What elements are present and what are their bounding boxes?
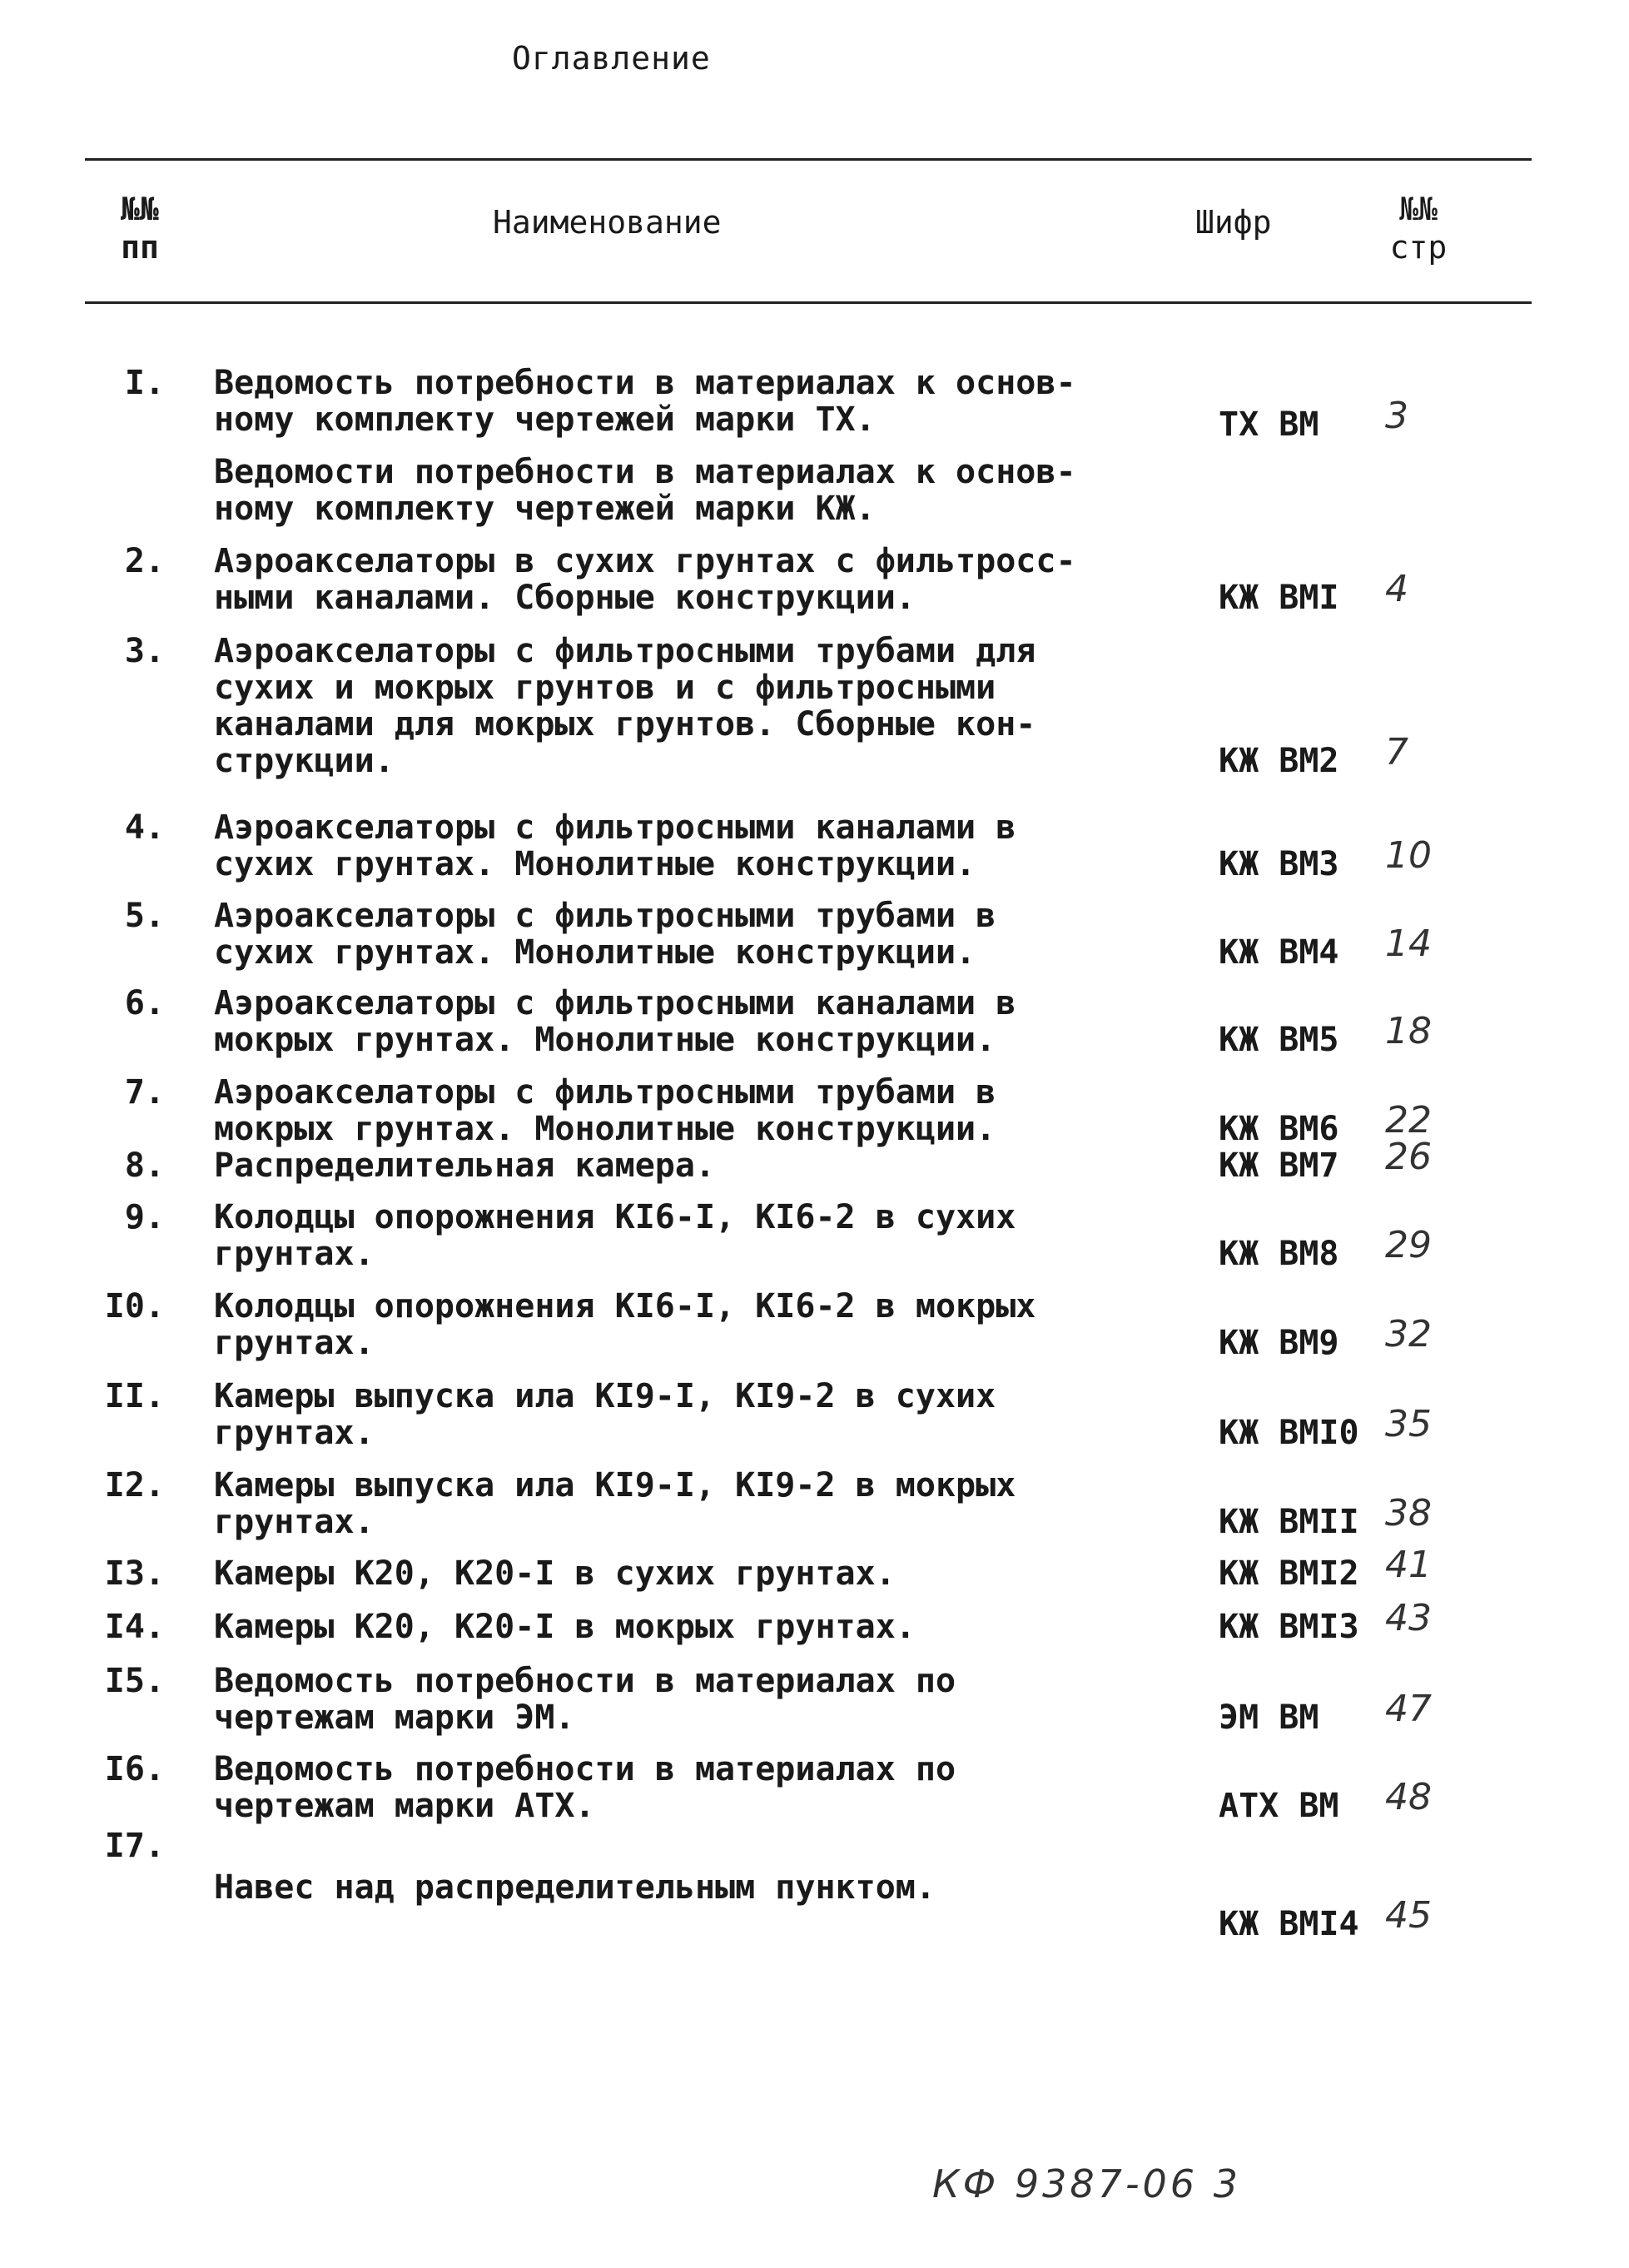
toc-entry-title-line: грунтах. <box>214 1503 375 1541</box>
toc-entry-title-line: мокрых грунтах. Монолитные конструкции. <box>214 1021 996 1059</box>
toc-entry-title-line: Распределительная камера. <box>214 1146 716 1185</box>
toc-entry-title-line: мокрых грунтах. Монолитные конструкции. <box>214 1110 996 1148</box>
toc-entry-title-line: Аэроакселаторы в сухих грунтах с фильтросс- <box>214 542 1076 580</box>
toc-entry-title <box>214 454 1163 527</box>
toc-entry-number: 5. <box>124 897 165 935</box>
toc-entry-title <box>214 1074 1163 1147</box>
toc-entry-code: КЖ ВМII <box>1219 1503 1359 1541</box>
header-num <box>107 190 173 266</box>
toc-entry-title-line: сухих грунтах. Монолитные конструкции. <box>214 933 976 972</box>
toc-entry-code: КЖ ВМI4 <box>1219 1905 1359 1943</box>
toc-entry-number: 2. <box>124 542 165 580</box>
header-bottom-rule <box>85 301 1532 304</box>
toc-entry-code: КЖ ВМ7 <box>1219 1146 1339 1185</box>
toc-entry-code: КЖ ВМ8 <box>1219 1235 1339 1273</box>
toc-entry-title <box>214 985 1163 1058</box>
toc-entry-code: ТХ ВМ <box>1219 405 1319 444</box>
toc-entry-title-line: Навес над распределительным пунктом. <box>214 1868 936 1907</box>
toc-entry-title-line: Аэроакселаторы с фильтросными каналами в <box>214 984 1016 1022</box>
toc-entry-title-line: Аэроакселаторы с фильтросными трубами в <box>214 897 996 935</box>
toc-entry-title-line: Камеры выпуска ила КI9-I, КI9-2 в мокрых <box>214 1466 1016 1505</box>
toc-entry-number: I7. <box>104 1827 165 1865</box>
toc-entry-page: 14 <box>1385 923 1432 965</box>
toc-entry-title-line: сухих грунтах. Монолитные конструкции. <box>214 845 976 883</box>
toc-entry-code: КЖ ВМ9 <box>1219 1324 1339 1362</box>
toc-entry-number: I4. <box>104 1608 165 1646</box>
toc-entry-title <box>214 898 1163 971</box>
toc-entry-title-line: Камеры К20, К20-I в сухих грунтах. <box>214 1554 896 1593</box>
toc-entry-page: 47 <box>1385 1688 1432 1730</box>
toc-entry-page: 48 <box>1385 1776 1432 1818</box>
toc-entry-title <box>214 1199 1163 1272</box>
toc-entry-title-line: Аэроакселаторы с фильтросными трубами в <box>214 1073 996 1112</box>
toc-entry-number: I. <box>124 364 165 402</box>
header-code: Шифр <box>1195 204 1272 241</box>
toc-entry-title <box>214 1467 1163 1540</box>
toc-entry-title <box>214 633 1163 779</box>
toc-entry-page: 35 <box>1385 1403 1432 1445</box>
toc-entry-title <box>214 1288 1163 1361</box>
toc-entry-title-line: Аэроакселаторы с фильтросными трубами для <box>214 632 1036 670</box>
toc-entry-title-line: Камеры К20, К20-I в мокрых грунтах. <box>214 1608 916 1646</box>
toc-entry-title-line: струкции. <box>214 742 395 780</box>
toc-entry-page: 3 <box>1385 395 1408 437</box>
toc-entry-page: 4 <box>1385 568 1408 610</box>
toc-entry-title-line: Аэроакселаторы с фильтросными каналами в <box>214 808 1016 847</box>
toc-entry-page: 41 <box>1385 1544 1432 1586</box>
toc-entry-title-line: Колодцы опорожнения КI6-I, КI6-2 в сухих <box>214 1198 1016 1236</box>
toc-entry-number: 9. <box>124 1198 165 1236</box>
toc-entry-title-line: грунтах. <box>214 1414 375 1452</box>
toc-entry-title-line: чертежам марки ЭМ. <box>214 1699 575 1737</box>
toc-entry-number: 8. <box>124 1146 165 1185</box>
toc-entry-page: 45 <box>1385 1894 1432 1937</box>
toc-entry-code: КЖ ВМ6 <box>1219 1110 1339 1148</box>
toc-entry-title-line: сухих и мокрых грунтов и с фильтросными <box>214 669 996 707</box>
toc-entry-title-line: ному комплекту чертежей марки ТХ. <box>214 400 876 439</box>
toc-entry-code: КЖ ВМI0 <box>1219 1414 1359 1452</box>
toc-entry-code: АТХ ВМ <box>1219 1787 1339 1825</box>
toc-entry-title <box>214 1869 1163 1906</box>
toc-entry-number: 7. <box>124 1073 165 1112</box>
toc-entry-title <box>214 1751 1163 1824</box>
toc-entry-title <box>214 1147 1163 1184</box>
toc-entry-title-line: Ведомость потребности в материалах к основ- <box>214 364 1076 402</box>
toc-entry-code: КЖ ВМI2 <box>1219 1554 1359 1593</box>
toc-entry-title <box>214 1663 1163 1736</box>
header-page-text: №№ стр <box>1389 191 1448 266</box>
toc-entry-number: II. <box>104 1377 165 1415</box>
document-code: КФ 9387-06 3 <box>932 2161 1241 2206</box>
toc-entry-page: 29 <box>1385 1224 1432 1266</box>
toc-entry-title-line: Ведомость потребности в материалах по <box>214 1750 956 1788</box>
toc-entry-code: КЖ ВМ2 <box>1219 742 1339 780</box>
toc-entry-title <box>214 1378 1163 1451</box>
header-num-text: №№ пп <box>121 191 159 266</box>
toc-entry-title-line: ными каналами. Сборные конструкции. <box>214 579 916 617</box>
toc-entry-title-line: каналами для мокрых грунтов. Сборные кон- <box>214 705 1036 744</box>
toc-entry-page: 38 <box>1385 1492 1432 1534</box>
toc-entry-number: 3. <box>124 632 165 670</box>
toc-entry-page: 22 <box>1385 1099 1432 1141</box>
header-name: Наименование <box>493 204 722 241</box>
toc-entry-title <box>214 1555 1163 1592</box>
toc-entry-title <box>214 809 1163 883</box>
toc-entry-code: КЖ ВМ4 <box>1219 933 1339 972</box>
toc-entry-code: КЖ ВМI3 <box>1219 1608 1359 1646</box>
toc-entry-title-line: Ведомость потребности в материалах по <box>214 1662 956 1700</box>
toc-entry-title <box>214 365 1163 438</box>
toc-entry-number: I3. <box>104 1554 165 1593</box>
toc-entry-page: 26 <box>1385 1136 1432 1178</box>
toc-entry-code: КЖ ВМ3 <box>1219 845 1339 883</box>
toc-entry-title-line: Колодцы опорожнения КI6-I, КI6-2 в мокрых <box>214 1287 1036 1325</box>
header-page <box>1385 190 1452 266</box>
toc-entry-number: I2. <box>104 1466 165 1505</box>
toc-entry-title <box>214 1609 1163 1645</box>
toc-entry-title-line: чертежам марки АТХ. <box>214 1787 595 1825</box>
toc-entry-page: 43 <box>1385 1597 1432 1639</box>
toc-entry-number: I0. <box>104 1287 165 1325</box>
toc-entry-number: 4. <box>124 808 165 847</box>
toc-entry-title-line: грунтах. <box>214 1324 375 1362</box>
toc-entry-title-line: Камеры выпуска ила КI9-I, КI9-2 в сухих <box>214 1377 996 1415</box>
toc-entry-code: ЭМ ВМ <box>1219 1699 1319 1737</box>
toc-entry-number: 6. <box>124 984 165 1022</box>
toc-entry-page: 32 <box>1385 1313 1432 1355</box>
header-top-rule <box>85 158 1532 161</box>
toc-entry-title-line: грунтах. <box>214 1235 375 1273</box>
toc-entry-title-line: Ведомости потребности в материалах к основ- <box>214 453 1076 491</box>
page-title: Оглавление <box>512 40 711 77</box>
toc-entry-page: 10 <box>1385 834 1432 877</box>
toc-entry-title <box>214 543 1163 616</box>
toc-entry-number: I5. <box>104 1662 165 1700</box>
toc-entry-code: КЖ ВМ5 <box>1219 1021 1339 1059</box>
toc-entry-page: 18 <box>1385 1010 1432 1052</box>
toc-entry-title-line: ному комплекту чертежей марки КЖ. <box>214 490 876 528</box>
toc-entry-code: КЖ ВМI <box>1219 579 1339 617</box>
toc-entry-page: 7 <box>1385 731 1408 773</box>
toc-entry-number: I6. <box>104 1750 165 1788</box>
